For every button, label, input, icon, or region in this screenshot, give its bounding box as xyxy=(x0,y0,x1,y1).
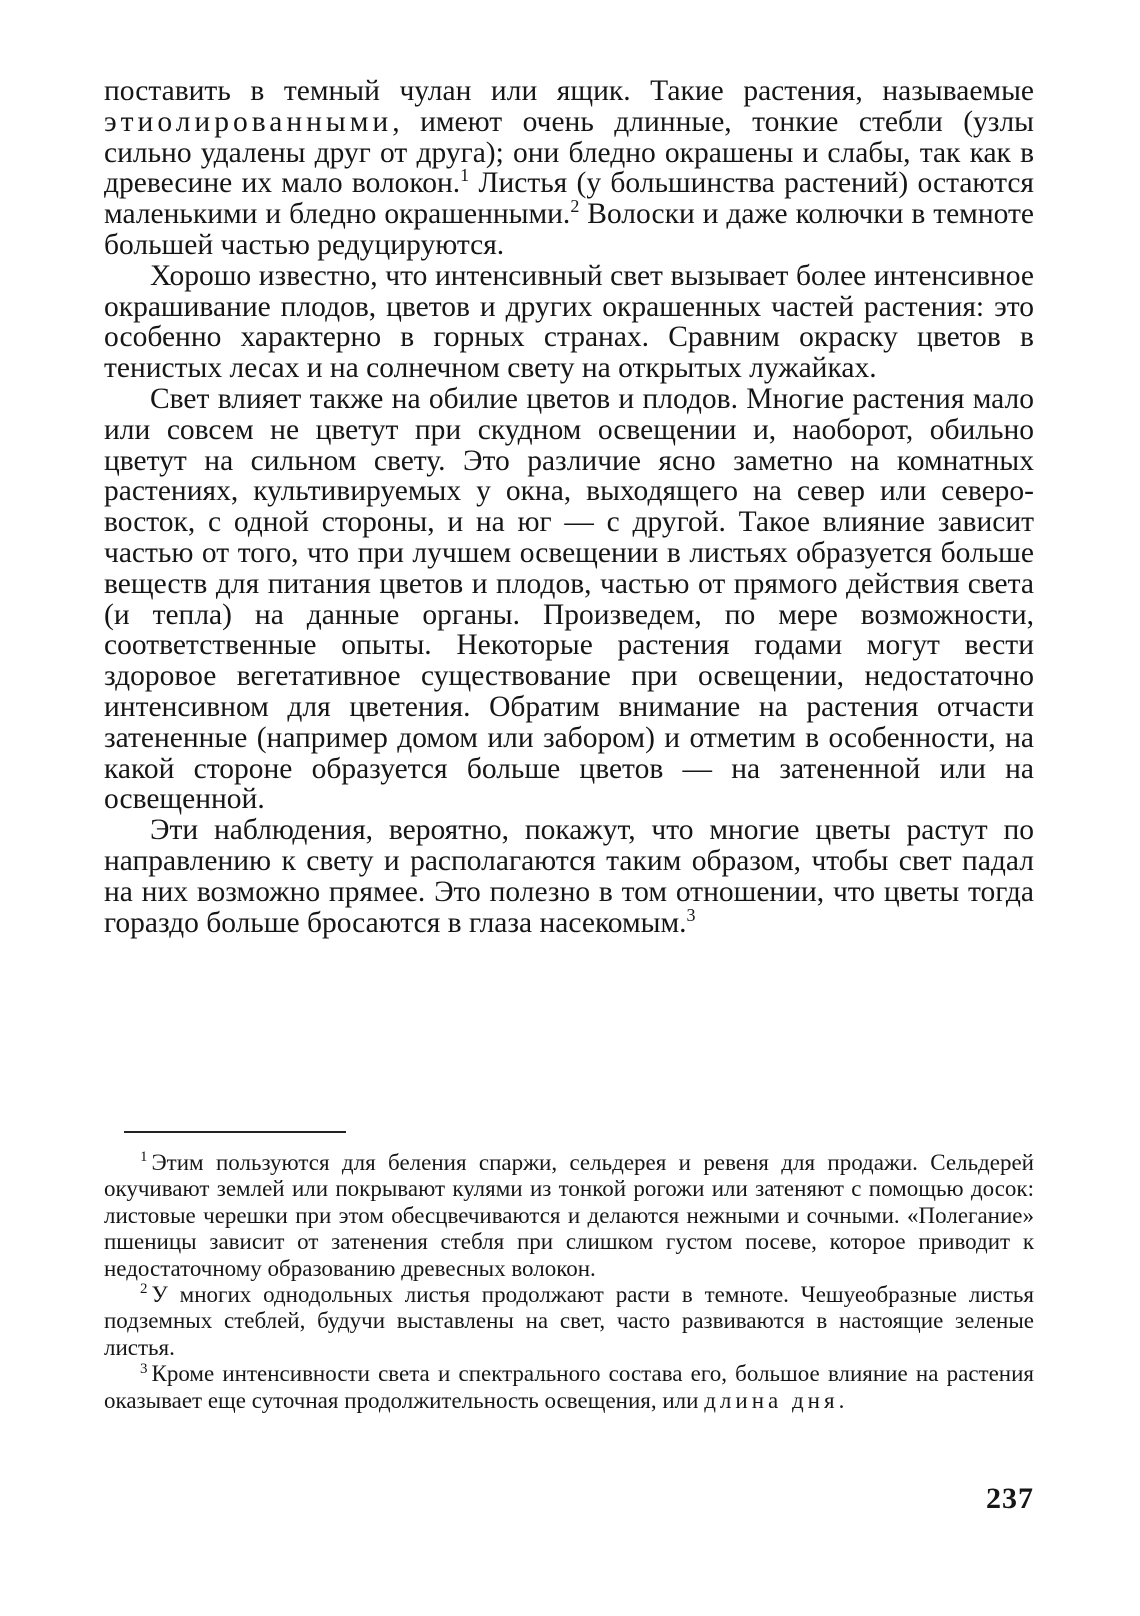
main-text xyxy=(104,76,1034,938)
spaced-term-day-length: длина дня xyxy=(704,1387,839,1413)
footnote-2: $^2$ У многих однодольных листья продолжают расти в темноте. Чешуеобразные листья подземных стеблей, будучи выставлены на свет, часто развиваются в настоящие зеленые листья. xyxy=(104,1281,1034,1360)
footnote-mark-2: 2 xyxy=(140,1281,148,1298)
footnote-separator xyxy=(124,1131,346,1133)
page-number: 237 xyxy=(986,1482,1034,1515)
footnotes xyxy=(104,1150,1034,1414)
paragraph-2: Хорошо известно, что интенсивный свет вызывает более интенсивное окрашивание плодов, цветов и других окрашенных частей растения: это особенно характерно в горных странах. Сравним окраску цветов в тенистых лесах и на солнечном свету на открытых лужайках. xyxy=(104,259,1034,385)
footnote-ref-1[interactable]: 1 xyxy=(460,165,470,186)
footnote-ref-2[interactable]: 2 xyxy=(570,196,580,217)
footnote-ref-3[interactable]: 3 xyxy=(686,904,696,925)
footnote-3: $^3$ Кроме интенсивности света и спектрального состава его, большое влияние на растения оказывает еще суточная продолжительность освещения, или длина дня. xyxy=(104,1360,1034,1413)
paragraph-3: Свет влияет также на обилие цветов и плодов. Многие растения мало или совсем не цветут при скудном освещении и, наоборот, обильно цветут на сильном свету. Это различие ясно заметно на комнатных растениях, культивируемых у окна, выходящего на север или северо-восток, с одной стороны, и на юг — с другой. Такое влияние зависит частью от того, что при лучшем освещении в листьях образуется больше веществ для питания цветов и плодов, частью от прямого действия света (и тепла) на данные органы. Произведем, по мере возможности, соответственные опыты. Некоторые растения годами могут вести здоровое вегетативное существование при освещении, недостаточно интенсивном для цветения. Обратим внимание на растения отчасти затененные (например домом или забором) и отметим в особенности, на какой стороне образуется больше цветов — на затененной или на освещенной. xyxy=(104,382,1034,816)
paragraph-4: Эти наблюдения, вероятно, покажут, что многие цветы растут по направлению к свету и располагаются таким образом, чтобы свет падал на них возможно прямее. Это полезно в том отношении, что цветы тогда гораздо больше бросаются в глаза насекомым.$^3$ xyxy=(104,814,1034,939)
footnote-mark-3: 3 xyxy=(140,1360,148,1377)
footnote-mark-1: 1 xyxy=(140,1149,148,1166)
spaced-term-etiolated: этиолированными xyxy=(104,105,393,138)
paragraph-1: поставить в темный чулан или ящик. Такие растения, называемые этиолированными, имеют очень длинные, тонкие стебли (узлы сильно удалены друг от друга); они бледно окрашены и слабы, так как в древесине их мало волокон.$^1$ Листья (у большинства растений) остаются маленькими и бледно окрашенными.$^2$ Волоски и даже колючки в темноте большей частью редуцируются. xyxy=(104,75,1034,261)
footnote-1: $^1$ Этим пользуются для беления спаржи, сельдерея и ревеня для продажи. Сельдерей окучивают землей или покрывают кулями из тонкой рогожи или затеняют с помощью досок: листовые черешки при этом обесцвечиваются и делаются нежными и сочными. «Полегание» пшеницы зависит от затенения стебля при слишком густом посеве, которое приводит к недостаточному образованию древесных волокон. xyxy=(104,1149,1034,1281)
